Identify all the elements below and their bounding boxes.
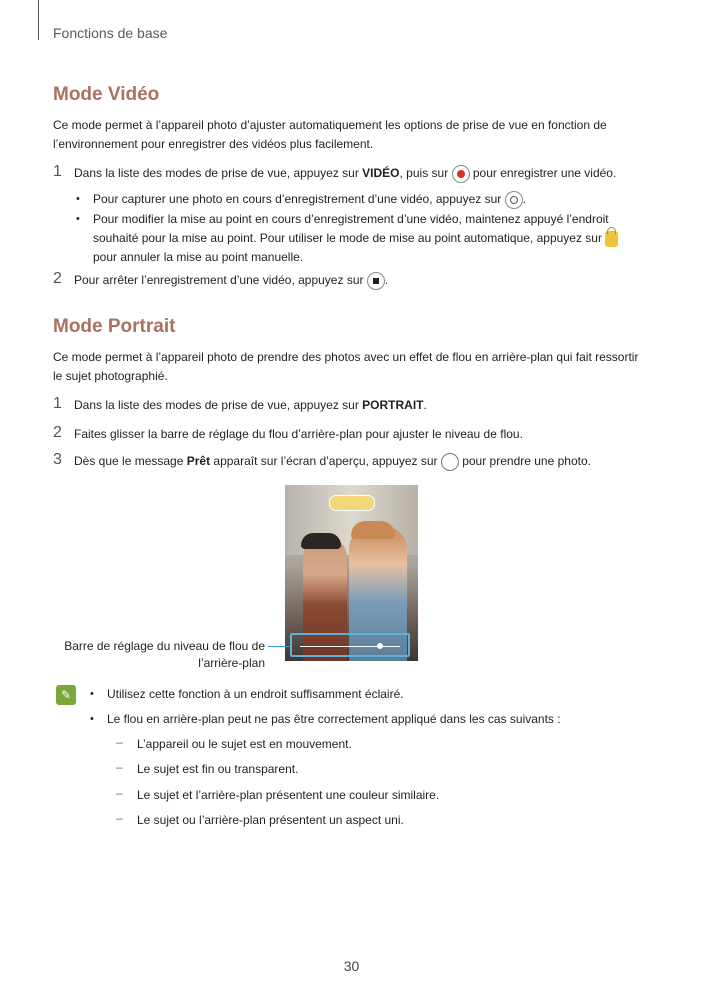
note-case-2: Le sujet est fin ou transparent. bbox=[137, 762, 299, 776]
record-icon bbox=[452, 165, 470, 183]
hat-right bbox=[351, 521, 395, 539]
portrait-step-3-number: 3 bbox=[53, 451, 62, 468]
bullet-dot: • bbox=[76, 213, 80, 225]
note-case-1: L’appareil ou le sujet est en mouvement. bbox=[137, 737, 352, 751]
callout-line bbox=[268, 646, 290, 647]
video-mode-intro: Ce mode permet à l’appareil photo d’ajuster automatiquement les options de prise de vue en fonction de l’environnement pour enregistrer des vidéos plus facilement. bbox=[53, 118, 607, 151]
capture-icon bbox=[505, 191, 523, 209]
dash: – bbox=[116, 735, 123, 749]
portrait-mode-title: Mode Portrait bbox=[53, 316, 176, 337]
video-step-1-number: 1 bbox=[53, 163, 62, 180]
blur-slider-track bbox=[300, 646, 400, 647]
blur-slider-callout: Barre de réglage du niveau de flou de l’arrière-plan bbox=[64, 639, 265, 670]
portrait-step-3: Dès que le message Prêt apparaît sur l’écran d’aperçu, appuyez sur pour prendre une photo. bbox=[74, 452, 644, 471]
video-bullet-capture: Pour capturer une photo en cours d’enregistrement d’une vidéo, appuyez sur . bbox=[93, 190, 643, 209]
portrait-step-2-number: 2 bbox=[53, 424, 62, 441]
portrait-preview-image bbox=[285, 485, 418, 661]
video-step-1: Dans la liste des modes de prise de vue, appuyez sur VIDÉO, puis sur pour enregistrer une vidéo. bbox=[74, 164, 644, 183]
header-rule bbox=[38, 0, 39, 40]
lock-icon bbox=[605, 231, 618, 247]
blur-slider-knob[interactable] bbox=[377, 643, 383, 649]
dash: – bbox=[116, 760, 123, 774]
shutter-icon bbox=[441, 453, 459, 471]
dash: – bbox=[116, 811, 123, 825]
portrait-step-2: Faites glisser la barre de réglage du flou d’arrière-plan pour ajuster le niveau de flou. bbox=[74, 427, 523, 441]
portrait-mode-intro: Ce mode permet à l’appareil photo de prendre des photos avec un effet de flou en arrière-plan qui fait ressortir le sujet photographié. bbox=[53, 350, 639, 383]
video-mode-title: Mode Vidéo bbox=[53, 84, 160, 105]
note-bullet-2: Le flou en arrière-plan peut ne pas être correctement appliqué dans les cas suivants : bbox=[107, 712, 561, 726]
note-case-3: Le sujet et l’arrière-plan présentent une couleur similaire. bbox=[137, 788, 440, 802]
dash: – bbox=[116, 786, 123, 800]
blur-slider[interactable] bbox=[290, 633, 410, 657]
hat-left bbox=[301, 533, 341, 549]
portrait-step-1-number: 1 bbox=[53, 395, 62, 412]
note-pencil-icon: ✎ bbox=[56, 685, 76, 705]
video-step-2-number: 2 bbox=[53, 270, 62, 287]
bullet-dot: • bbox=[76, 193, 80, 205]
portrait-step-1: Dans la liste des modes de prise de vue, appuyez sur PORTRAIT. bbox=[74, 398, 427, 412]
stop-icon bbox=[367, 272, 385, 290]
note-case-4: Le sujet ou l’arrière-plan présentent un aspect uni. bbox=[137, 813, 404, 827]
section-header: Fonctions de base bbox=[53, 25, 168, 41]
video-step-2: Pour arrêter l’enregistrement d’une vidéo, appuyez sur . bbox=[74, 271, 644, 290]
note-bullet-1: Utilisez cette fonction à un endroit suffisamment éclairé. bbox=[107, 687, 404, 701]
page-number: 30 bbox=[343, 958, 360, 974]
bullet-dot: • bbox=[90, 688, 94, 700]
bullet-dot: • bbox=[90, 713, 94, 725]
video-bullet-focus: Pour modifier la mise au point en cours d’enregistrement d’une vidéo, maintenez appuyé l’endroit souhaité pour la mise au point. Pour utiliser le mode de mise au point automatique, appuyez sur pour annuler la mise au point manuelle. bbox=[93, 210, 643, 267]
ready-indicator bbox=[329, 495, 375, 511]
